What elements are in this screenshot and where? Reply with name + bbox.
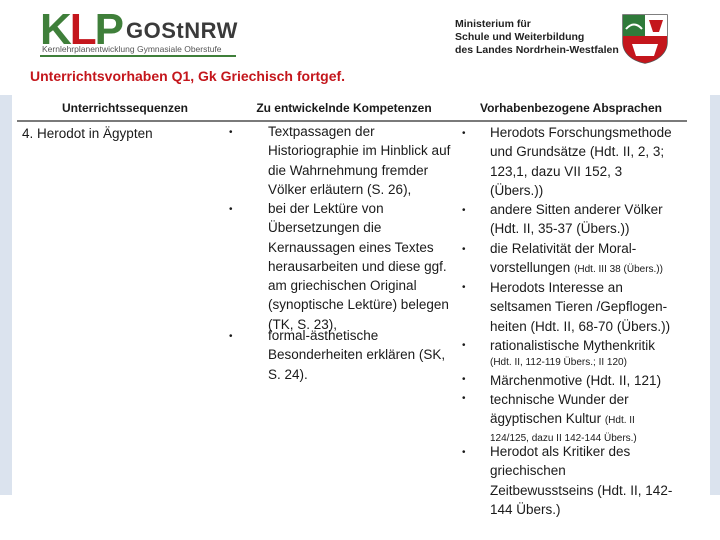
agreement-line: rationalistische Mythenkritik xyxy=(490,338,656,353)
competence-line: Kernaussagen eines Textes xyxy=(268,239,434,255)
agreement-item xyxy=(490,200,663,239)
agreement-item xyxy=(490,123,672,200)
unit-table xyxy=(17,95,687,520)
competence-line: Historiographie im Hinblick auf xyxy=(268,143,451,159)
agreement-reference: (Hdt. II, 112-119 Übers.; II 120) xyxy=(490,357,627,369)
agreement-item xyxy=(490,442,672,519)
competence-line: Völker erläutern (S. 26), xyxy=(268,181,412,197)
bullet-icon: • xyxy=(462,447,466,458)
logo-subtitle: Kernlehrplanentwicklung Gymnasiale Oberstufe xyxy=(42,44,222,54)
klp-gost-logo xyxy=(40,5,240,58)
bullet-icon: • xyxy=(462,374,466,385)
agreement-line: die Relativität der Moral- xyxy=(490,241,637,256)
agreement-line: Herodots Forschungsmethode xyxy=(490,125,672,140)
competence-line: formal-ästhetische xyxy=(268,328,379,343)
sequence-cell: 4. Herodot in Ägypten xyxy=(22,126,153,141)
agreement-line: seltsamen Tieren /Gepflogen- xyxy=(490,299,668,315)
agreement-line: Herodots Interesse an xyxy=(490,280,623,295)
page-title: Unterrichtsvorhaben Q1, Gk Griechisch fortgef. xyxy=(30,68,346,84)
logo-brand-gost: GOSt xyxy=(126,18,185,43)
agreement-reference: 124/125, dazu II 142-144 Übers.) xyxy=(490,432,637,444)
competence-line: bei der Lektüre von xyxy=(268,201,384,216)
agreement-line: (Hdt. II, 35-37 (Übers.)) xyxy=(490,221,630,237)
right-decor-strip xyxy=(710,95,720,495)
agreement-line: Märchenmotive (Hdt. II, 121) xyxy=(490,373,662,388)
competence-line: Besonderheiten erklären (SK, xyxy=(268,347,446,363)
ministry-line: Schule und Weiterbildung xyxy=(455,31,585,43)
competence-line: herausarbeiten und diese ggf. xyxy=(268,258,447,274)
bullet-icon: • xyxy=(462,282,466,293)
column-header-sequences: Unterrichtssequenzen xyxy=(61,100,189,115)
agreement-reference: (Hdt. III 38 (Übers.)) xyxy=(574,264,663,276)
agreement-item xyxy=(490,390,637,447)
competence-item xyxy=(268,199,449,334)
agreement-line: und Grundsätze (Hdt. II, 2, 3; xyxy=(490,144,665,160)
bullet-icon: • xyxy=(462,340,466,351)
agreement-item xyxy=(490,336,655,370)
agreement-reference: (Hdt. II xyxy=(604,415,635,427)
column-header-competences: Zu entwickelnde Kompetenzen xyxy=(256,100,432,115)
agreement-line xyxy=(490,258,663,279)
competence-line: (TK, S. 23), xyxy=(268,316,338,332)
agreement-item xyxy=(490,278,670,336)
competence-item xyxy=(268,326,445,384)
logo-letter-k: K xyxy=(40,5,70,54)
nrw-coat-of-arms-icon xyxy=(620,12,670,64)
competence-line: Textpassagen der xyxy=(268,124,375,139)
agreement-line: griechischen xyxy=(490,463,566,479)
competence-line: Übersetzungen die xyxy=(268,220,382,236)
logo-brand xyxy=(126,18,238,44)
agreement-line: (Übers.)) xyxy=(490,182,544,198)
agreement-line: 123,1, dazu VII 152, 3 xyxy=(490,163,623,179)
competence-line: am griechischen Original xyxy=(268,278,417,294)
logo-letter-p: P xyxy=(94,5,123,54)
ministry-line: des Landes Nordrhein-Westfalen xyxy=(455,44,619,56)
bullet-icon: • xyxy=(462,128,466,139)
agreement-line-text: ägyptischen Kultur xyxy=(490,411,605,427)
left-decor-strip xyxy=(0,95,12,495)
logo-brand-nrw: NRW xyxy=(184,18,238,43)
competence-line: (synoptische Lektüre) belegen xyxy=(268,297,449,313)
bullet-icon: • xyxy=(462,244,466,255)
competence-line: S. 24). xyxy=(268,366,308,382)
bullet-icon: • xyxy=(462,393,466,404)
logo-letter-l: L xyxy=(69,5,95,54)
competence-line: die Wahrnehmung fremder xyxy=(268,162,429,178)
agreement-line: Zeitbewusstseins (Hdt. II, 142- xyxy=(490,482,673,498)
agreement-item xyxy=(490,239,663,280)
agreement-line: andere Sitten anderer Völker xyxy=(490,202,663,217)
agreement-line: heiten (Hdt. II, 68-70 (Übers.)) xyxy=(490,318,671,334)
agreement-line: 144 Übers.) xyxy=(490,501,561,517)
agreement-line: technische Wunder der xyxy=(490,392,629,407)
bullet-icon: • xyxy=(229,331,233,342)
bullet-icon: • xyxy=(229,204,233,215)
agreement-item xyxy=(490,371,661,390)
bullet-icon: • xyxy=(229,127,233,138)
column-header-agreements: Vorhabenbezogene Absprachen xyxy=(479,100,663,115)
bullet-icon: • xyxy=(462,205,466,216)
agreement-line: Herodot als Kritiker des xyxy=(490,444,631,459)
ministry-name xyxy=(455,18,619,57)
competence-item xyxy=(268,122,450,199)
ministry-line: Ministerium für xyxy=(455,18,531,30)
logo-underline xyxy=(40,55,236,57)
agreement-line xyxy=(490,409,637,430)
agreement-line-text: vorstellungen xyxy=(490,260,575,276)
